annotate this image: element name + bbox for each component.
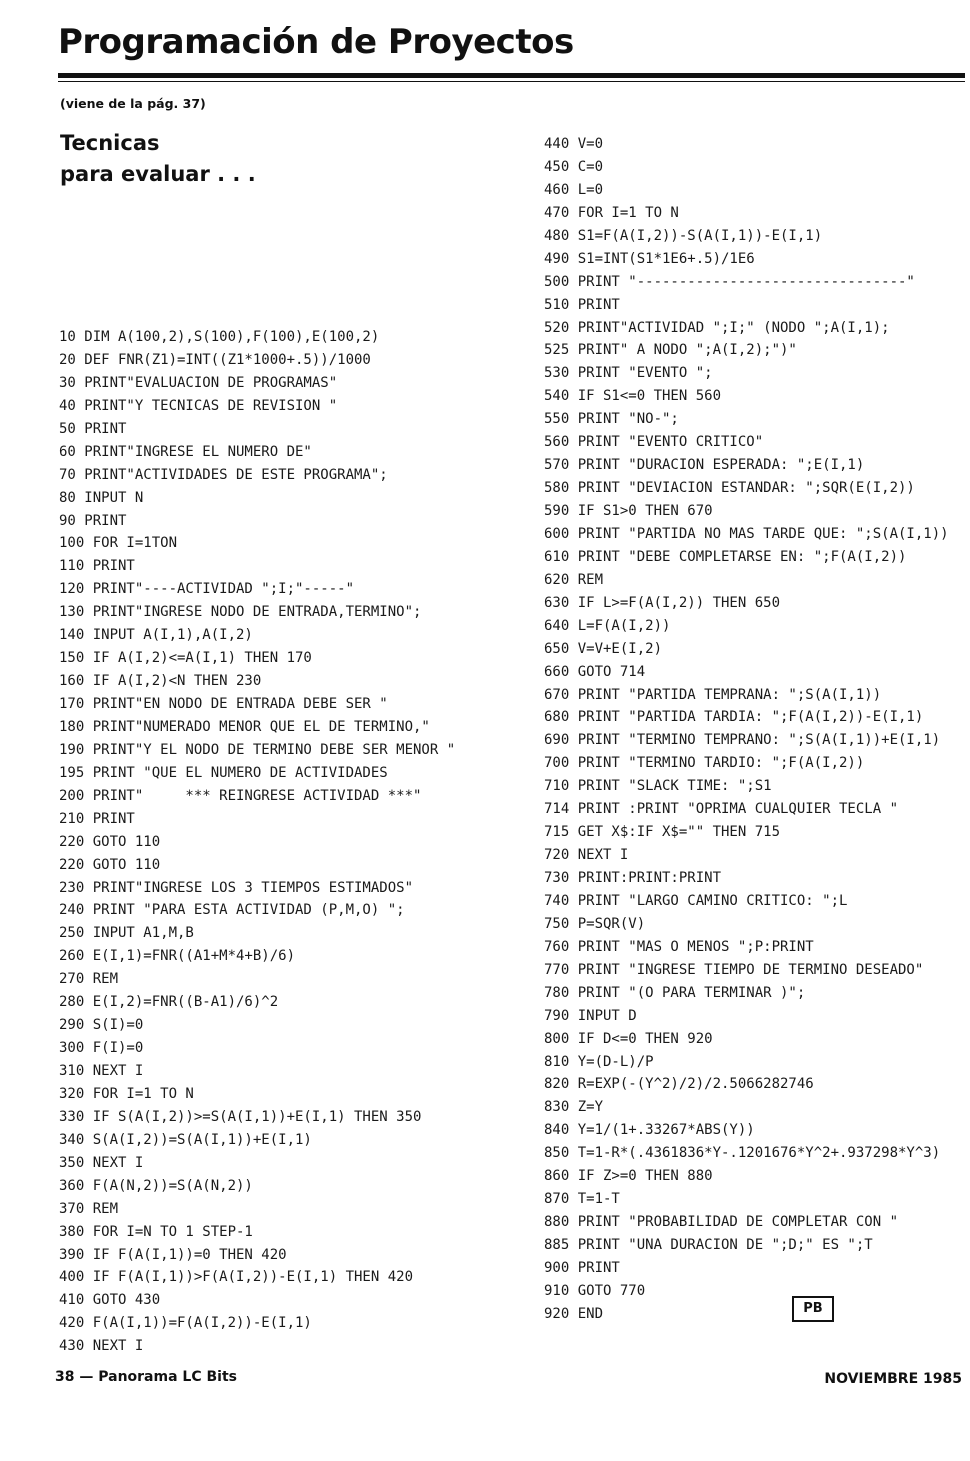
code-line: 220 GOTO 110	[59, 833, 161, 850]
code-line: 880 PRINT "PROBABILIDAD DE COMPLETAR CON "	[544, 1214, 899, 1231]
code-line: 170 PRINT"EN NODO DE ENTRADA DEBE SER "	[59, 696, 388, 712]
code-line: 900 PRINT	[544, 1259, 620, 1276]
pb-logo: PB	[792, 1296, 834, 1322]
code-line: 470 FOR I=1 TO N	[544, 204, 679, 221]
code-line: 10 DIM A(100,2),S(100),F(100),E(100,2)	[59, 329, 380, 345]
code-line: 920 END	[544, 1305, 604, 1322]
code-line: 60 PRINT"INGRESE EL NUMERO DE"	[59, 443, 312, 460]
code-line: 430 NEXT I	[59, 1338, 144, 1355]
code-line: 370 REM	[59, 1200, 119, 1217]
code-line: 150 IF A(I,2)<=A(I,1) THEN 170	[59, 650, 312, 667]
code-line: 480 S1=F(A(I,2))-S(A(I,1))-E(I,1)	[544, 227, 823, 244]
code-line: 525 PRINT" A NODO ";A(I,2);")"	[544, 342, 797, 359]
code-line: 790 INPUT D	[544, 1007, 637, 1024]
code-line: 610 PRINT "DEBE COMPLETARSE EN: ";F(A(I,2))	[544, 548, 907, 565]
code-line: 750 P=SQR(V)	[544, 915, 646, 932]
code-line: 70 PRINT"ACTIVIDADES DE ESTE PROGRAMA";	[59, 466, 388, 483]
code-line: 710 PRINT "SLACK TIME: ";S1	[544, 778, 772, 795]
code-line: 250 INPUT A1,M,B	[59, 925, 194, 942]
code-line: 190 PRINT"Y EL NODO DE TERMINO DEBE SER MENOR "	[59, 741, 456, 758]
page-title: Programación de Proyectos	[58, 22, 574, 62]
code-line: 120 PRINT"----ACTIVIDAD ";I;"-----"	[59, 581, 355, 598]
code-line: 740 PRINT "LARGO CAMINO CRITICO: ";L	[544, 892, 848, 909]
code-line: 390 IF F(A(I,1))=0 THEN 420	[59, 1246, 287, 1263]
code-line: 350 NEXT I	[59, 1154, 144, 1171]
code-line: 870 T=1-T	[544, 1191, 620, 1208]
code-line: 30 PRINT"EVALUACION DE PROGRAMAS"	[59, 374, 338, 391]
code-line: 410 GOTO 430	[59, 1292, 161, 1309]
code-line: 520 PRINT"ACTIVIDAD ";I;" (NODO ";A(I,1);	[544, 319, 890, 336]
code-line: 460 L=0	[544, 181, 604, 198]
continued-note: (viene de la pág. 37)	[60, 96, 206, 111]
code-line: 340 S(A(I,2))=S(A(I,1))+E(I,1)	[59, 1131, 312, 1148]
code-line: 590 IF S1>0 THEN 670	[544, 503, 713, 519]
code-line: 630 IF L>=F(A(I,2)) THEN 650	[544, 594, 781, 611]
code-line: 860 IF Z>=0 THEN 880	[544, 1168, 713, 1185]
footer-page-info: 38 — Panorama LC Bits	[55, 1369, 237, 1385]
code-line: 840 Y=1/(1+.33267*ABS(Y))	[544, 1122, 755, 1139]
code-line: 670 PRINT "PARTIDA TEMPRANA: ";S(A(I,1))	[544, 686, 882, 703]
code-line: 220 GOTO 110	[59, 856, 161, 873]
code-line: 830 Z=Y	[544, 1099, 604, 1116]
code-line: 420 F(A(I,1))=F(A(I,2))-E(I,1)	[59, 1315, 312, 1332]
code-line: 140 INPUT A(I,1),A(I,2)	[59, 627, 253, 644]
code-line: 714 PRINT :PRINT "OPRIMA CUALQUIER TECLA "	[544, 801, 899, 818]
code-line: 100 FOR I=1TON	[59, 535, 178, 552]
code-listing-right	[544, 133, 949, 1326]
code-line: 400 IF F(A(I,1))>F(A(I,2))-E(I,1) THEN 420	[59, 1269, 414, 1286]
code-line: 320 FOR I=1 TO N	[59, 1085, 194, 1102]
code-line: 650 V=V+E(I,2)	[544, 640, 663, 657]
code-line: 780 PRINT "(O PARA TERMINAR )";	[544, 984, 806, 1001]
code-line: 360 F(A(N,2))=S(A(N,2))	[59, 1177, 253, 1194]
code-line: 110 PRINT	[59, 558, 135, 575]
code-line: 160 IF A(I,2)<N THEN 230	[59, 673, 262, 690]
code-line: 885 PRINT "UNA DURACION DE ";D;" ES ";T	[544, 1237, 873, 1253]
code-line: 715 GET X$:IF X$="" THEN 715	[544, 824, 781, 841]
article-subtitle	[60, 128, 360, 190]
code-line: 20 DEF FNR(Z1)=INT((Z1*1000+.5))/1000	[59, 351, 371, 368]
code-line: 310 NEXT I	[59, 1063, 144, 1079]
code-line: 580 PRINT "DEVIACION ESTANDAR: ";SQR(E(I,2))	[544, 480, 915, 497]
subtitle-line-2: para evaluar . . .	[60, 162, 256, 186]
code-line: 720 NEXT I	[544, 847, 629, 864]
code-line: 850 T=1-R*(.4361836*Y-.1201676*Y^2+.937298*Y^3)	[544, 1145, 941, 1162]
code-line: 540 IF S1<=0 THEN 560	[544, 388, 722, 405]
header-rule-thick	[58, 73, 965, 78]
code-line: 300 F(I)=0	[59, 1040, 144, 1057]
code-line: 660 GOTO 714	[544, 663, 646, 680]
code-line: 240 PRINT "PARA ESTA ACTIVIDAD (P,M,O) ";	[59, 902, 405, 919]
code-line: 180 PRINT"NUMERADO MENOR QUE EL DE TERMINO,"	[59, 718, 430, 735]
code-line: 490 S1=INT(S1*1E6+.5)/1E6	[544, 250, 755, 267]
code-line: 40 PRINT"Y TECNICAS DE REVISION "	[59, 397, 338, 414]
code-line: 770 PRINT "INGRESE TIEMPO DE TERMINO DESEADO"	[544, 961, 924, 978]
code-line: 80 INPUT N	[59, 489, 144, 506]
subtitle-line-1: Tecnicas	[60, 131, 160, 155]
code-line: 530 PRINT "EVENTO ";	[544, 365, 713, 382]
code-line: 260 E(I,1)=FNR((A1+M*4+B)/6)	[59, 948, 296, 965]
code-line: 910 GOTO 770	[544, 1282, 646, 1299]
code-line: 130 PRINT"INGRESE NODO DE ENTRADA,TERMINO";	[59, 604, 422, 621]
code-line: 690 PRINT "TERMINO TEMPRANO: ";S(A(I,1))+E(I,1)	[544, 732, 941, 749]
code-line: 700 PRINT "TERMINO TARDIO: ";F(A(I,2))	[544, 755, 865, 772]
code-line: 500 PRINT "--------------------------------"	[544, 273, 915, 290]
code-line: 640 L=F(A(I,2))	[544, 617, 671, 634]
code-line: 380 FOR I=N TO 1 STEP-1	[59, 1223, 253, 1240]
code-line: 550 PRINT "NO-";	[544, 411, 679, 428]
header-rule-thin	[58, 81, 965, 82]
code-line: 560 PRINT "EVENTO CRITICO"	[544, 434, 764, 451]
code-line: 820 R=EXP(-(Y^2)/2)/2.5066282746	[544, 1076, 814, 1093]
code-line: 620 REM	[544, 571, 604, 588]
code-line: 210 PRINT	[59, 810, 135, 827]
code-line: 200 PRINT" *** REINGRESE ACTIVIDAD ***"	[59, 787, 422, 804]
code-line: 760 PRINT "MAS O MENOS ";P:PRINT	[544, 938, 814, 955]
code-line: 90 PRINT	[59, 512, 127, 529]
footer-date: NOVIEMBRE 1985	[824, 1371, 962, 1387]
code-line: 270 REM	[59, 971, 119, 988]
code-line: 50 PRINT	[59, 420, 127, 437]
code-line: 810 Y=(D-L)/P	[544, 1053, 654, 1070]
code-line: 440 V=0	[544, 136, 604, 152]
code-line: 195 PRINT "QUE EL NUMERO DE ACTIVIDADES	[59, 764, 388, 781]
code-line: 280 E(I,2)=FNR((B-A1)/6)^2	[59, 994, 279, 1011]
code-line: 330 IF S(A(I,2))>=S(A(I,1))+E(I,1) THEN 350	[59, 1108, 422, 1125]
code-line: 730 PRINT:PRINT:PRINT	[544, 870, 722, 886]
code-line: 800 IF D<=0 THEN 920	[544, 1030, 713, 1047]
code-line: 450 C=0	[544, 158, 604, 175]
code-line: 510 PRINT	[544, 296, 620, 313]
code-line: 680 PRINT "PARTIDA TARDIA: ";F(A(I,2))-E(I,1)	[544, 709, 924, 726]
code-line: 290 S(I)=0	[59, 1017, 144, 1034]
code-listing-left	[59, 326, 455, 1358]
code-line: 570 PRINT "DURACION ESPERADA: ";E(I,1)	[544, 457, 865, 474]
code-line: 230 PRINT"INGRESE LOS 3 TIEMPOS ESTIMADOS"	[59, 879, 414, 896]
code-line: 600 PRINT "PARTIDA NO MAS TARDE QUE: ";S(A(I,1))	[544, 525, 949, 542]
